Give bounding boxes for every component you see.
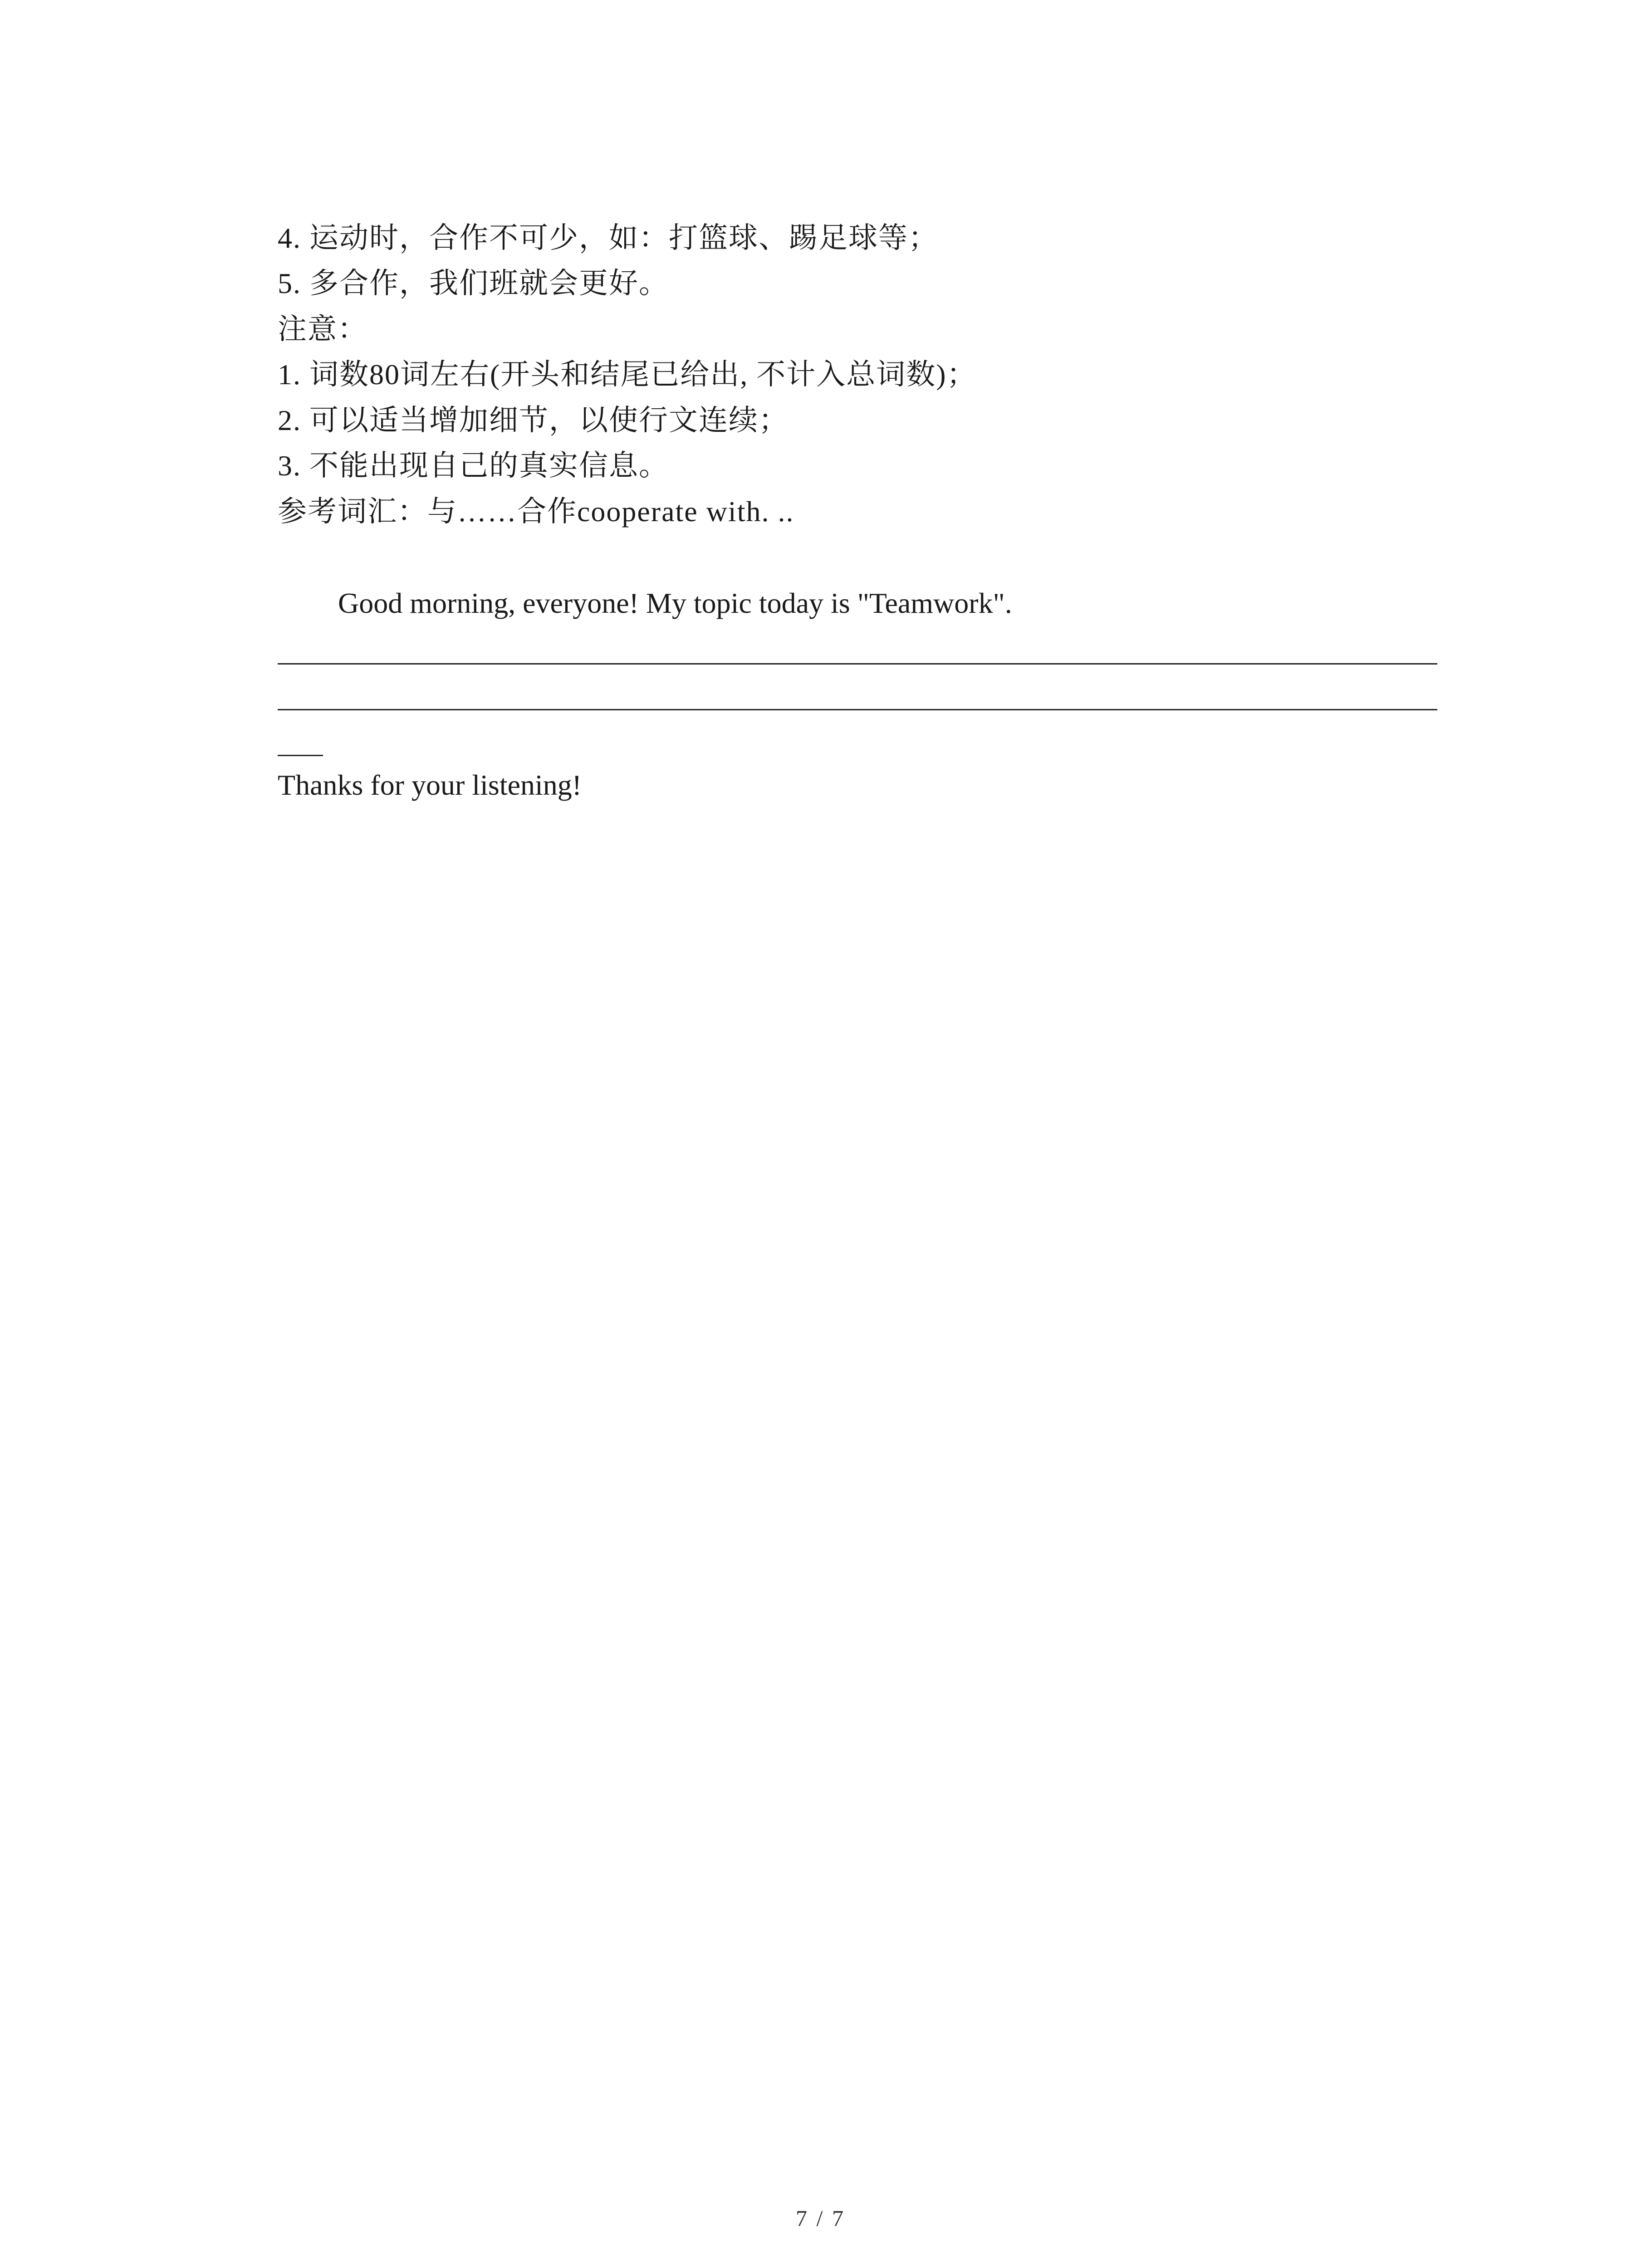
- prompt-point-4: 4. 运动时，合作不可少，如：打篮球、踢足球等；: [278, 222, 938, 254]
- notes-heading: 注意：: [278, 313, 367, 345]
- essay-closing: Thanks for your listening!: [278, 769, 582, 801]
- answer-line-1[interactable]: [278, 663, 1437, 665]
- reference-vocabulary: 参考词汇：与……合作cooperate with. ..: [278, 495, 794, 528]
- prompt-point-5: 5. 多合作，我们班就会更好。: [278, 267, 669, 299]
- page-number: 7 / 7: [796, 2205, 845, 2231]
- answer-line-2[interactable]: [278, 709, 1437, 710]
- essay-opening: Good morning, everyone! My topic today is "Teamwork".: [338, 587, 1012, 619]
- note-1: 1. 词数80词左右(开头和结尾已给出, 不计入总词数)；: [278, 358, 977, 391]
- answer-line-3[interactable]: [278, 755, 323, 756]
- note-2: 2. 可以适当增加细节，以使行文连续；: [278, 404, 789, 436]
- note-3: 3. 不能出现自己的真实信息。: [278, 450, 669, 482]
